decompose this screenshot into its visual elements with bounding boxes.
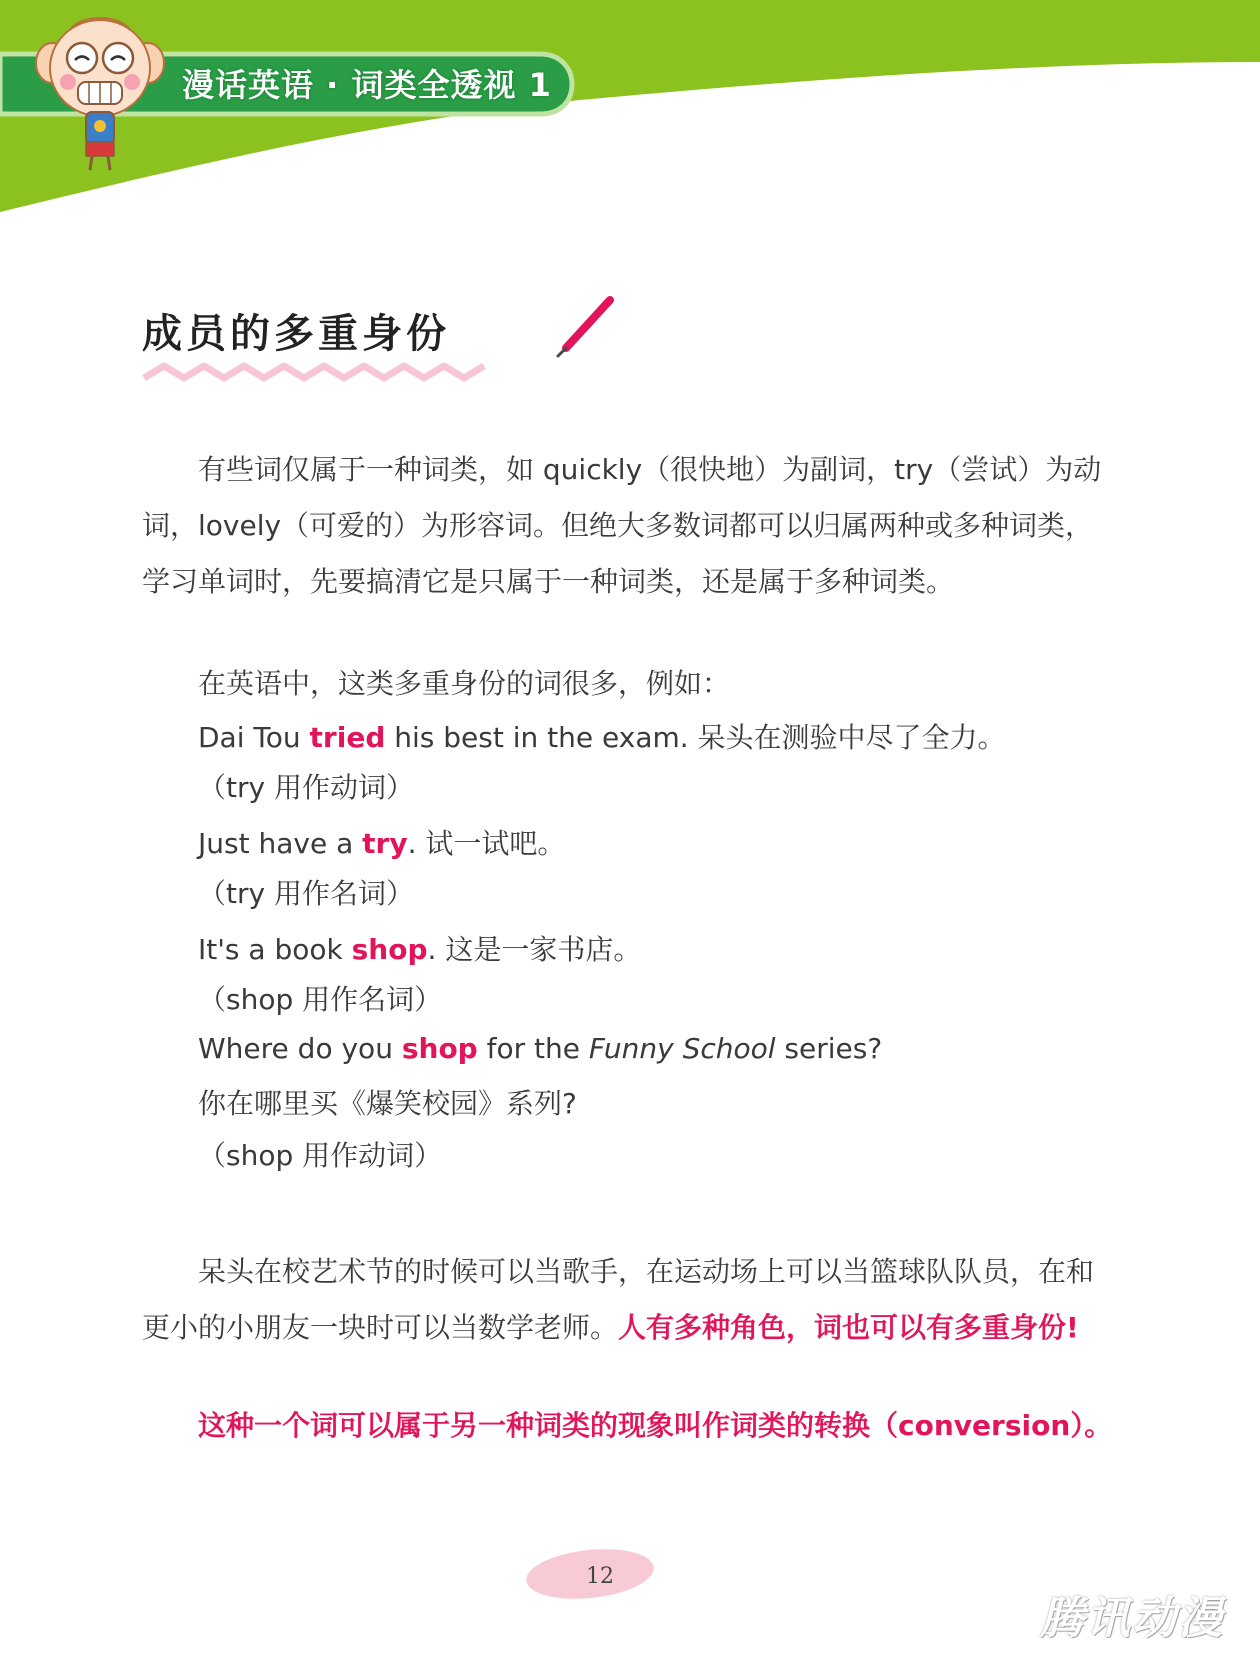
example-2-sentence: Just have a try. 试一试吧。 bbox=[198, 827, 566, 860]
example-4-sentence: Where do you shop for the Funny School series? bbox=[198, 1032, 883, 1065]
keyword-shop-verb: shop bbox=[401, 1032, 478, 1065]
example-3-note: （shop 用作名词） bbox=[198, 983, 443, 1016]
header-band bbox=[0, 0, 1260, 230]
conclusion: 这种一个词可以属于另一种词类的现象叫作词类的转换（conversion）。 bbox=[198, 1409, 1113, 1442]
pencil-icon bbox=[550, 292, 620, 362]
watermark-logo: 腾讯动漫 bbox=[1040, 1593, 1224, 1644]
keyword-try: try bbox=[362, 827, 408, 860]
examples-lead: 在英语中，这类多重身份的词很多，例如： bbox=[198, 667, 731, 700]
closing-paragraph: 呆头在校艺术节的时候可以当歌手，在运动场上可以当篮球队队员，在和更小的小朋友一块时可以当数学老师。人有多种角色，词也可以有多重身份! bbox=[142, 1255, 1095, 1344]
keyword-tried: tried bbox=[309, 721, 386, 754]
section-title: 成员的多重身份 bbox=[142, 311, 450, 357]
page-number: 12 bbox=[586, 1564, 614, 1589]
example-4-translation: 你在哪里买《爆笑校园》系列? bbox=[198, 1087, 577, 1120]
closing-emphasis: 人有多种角色，词也可以有多重身份! bbox=[618, 1311, 1079, 1344]
intro-paragraph: 有些词仅属于一种词类，如 quickly（很快地）为副词，try（尝试）为动词，lovely（可爱的）为形容词。但绝大多数词都可以归属两种或多种词类，学习单词时，先要搞清它是只属于一种词类，还是属于多种词类。 bbox=[142, 453, 1102, 598]
mascot-illustration bbox=[30, 8, 170, 178]
example-2-note: （try 用作名词） bbox=[198, 877, 414, 910]
wavy-underline bbox=[140, 360, 500, 390]
example-4-note: （shop 用作动词） bbox=[198, 1139, 443, 1172]
book-series-title: Funny School bbox=[588, 1032, 776, 1065]
keyword-shop: shop bbox=[351, 933, 428, 966]
example-1-sentence: Dai Tou tried his best in the exam. 呆头在测验中尽了全力。 bbox=[198, 721, 1006, 754]
example-1-note: （try 用作动词） bbox=[198, 771, 414, 804]
series-title: 漫话英语 · 词类全透视 1 bbox=[182, 66, 552, 104]
example-3-sentence: It's a book shop. 这是一家书店。 bbox=[198, 933, 642, 966]
